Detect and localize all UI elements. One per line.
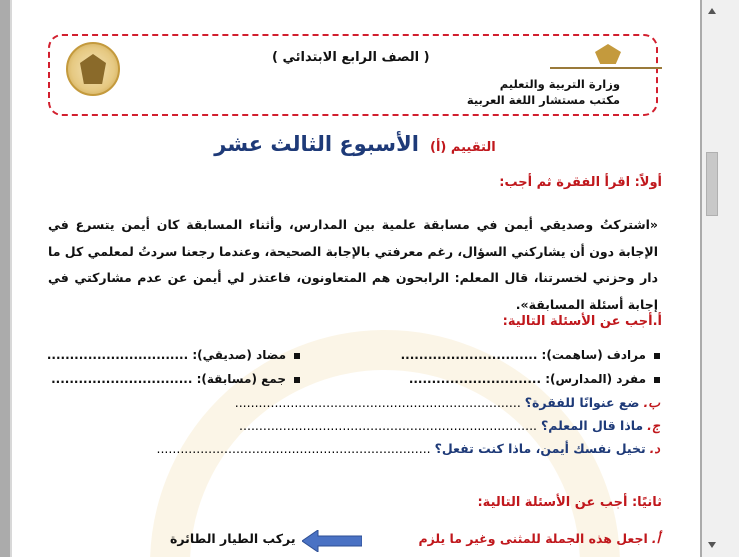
assessment-label: التقييم (أ) (430, 140, 496, 155)
scroll-up-icon[interactable] (706, 4, 718, 18)
sentence-to-transform: يركب الطيار الطائرة (170, 531, 296, 546)
vertical-scrollbar[interactable] (702, 0, 739, 557)
scrollbar-thumb[interactable] (706, 152, 718, 216)
ministry-block (467, 76, 620, 108)
week-title: الأسبوع الثالث عشر (214, 132, 419, 156)
ministry-seal-icon (66, 42, 120, 96)
question-item: مفرد (المدارس): ............................. (409, 372, 660, 386)
section2-question-a: أ.اجعل هذه الجملة للمثنى وغير ما يلزم (418, 531, 660, 546)
ministry-name: وزارة التربية والتعليم (499, 77, 620, 91)
page-title (10, 132, 700, 156)
grade-label: ( الصف الرابع الابتدائي ) (272, 50, 430, 65)
question-d: د.تخيل نفسك أيمن، ماذا كنت تفعل؟ ..................................................................... (156, 441, 660, 456)
question-item: مرادف (ساهمت): .............................. (401, 348, 660, 362)
office-name: مكتب مستشار اللغة العربية (466, 93, 620, 107)
arrow-left-icon (302, 530, 362, 552)
questions-a-heading: أ.أجب عن الأسئلة التالية: (502, 314, 662, 329)
question-item: جمع (مسابقة): ............................... (51, 372, 300, 386)
question-item: مضاد (صديقي): ............................... (47, 348, 300, 362)
page-edge (10, 0, 12, 557)
question-b: ب.ضع عنوانًا للفقرة؟ ........................................................................ (234, 395, 660, 410)
section1-heading: أولاً: اقرأ الفقرة ثم أجب: (499, 175, 662, 190)
document-page (10, 0, 700, 557)
reading-passage: «اشتركتُ وصديقي أيمن في مسابقة علمية بين المدارس، وأثناء المسابقة كان أيمن يتسرع في الإجابة دون أن يشاركني السؤال، رغم معرفتي بالإجابة الصحيحة، وعندما رجعنا سردتُ لمعلمي كل ما دار وحزني لخسرتنا، قال المعلم: الرابحون هم المتعاونون، فاعتذر لي أيمن عن عدم مشاركتي في إجابة أسئلة المسابقة». (48, 217, 658, 312)
scroll-down-icon[interactable] (706, 538, 718, 552)
question-c: ج.ماذا قال المعلم؟ ........................................................................... (239, 418, 660, 433)
section2-heading: ثانيًا: أجب عن الأسئلة التالية: (477, 495, 662, 510)
ministry-logo-text-icon (550, 64, 662, 72)
